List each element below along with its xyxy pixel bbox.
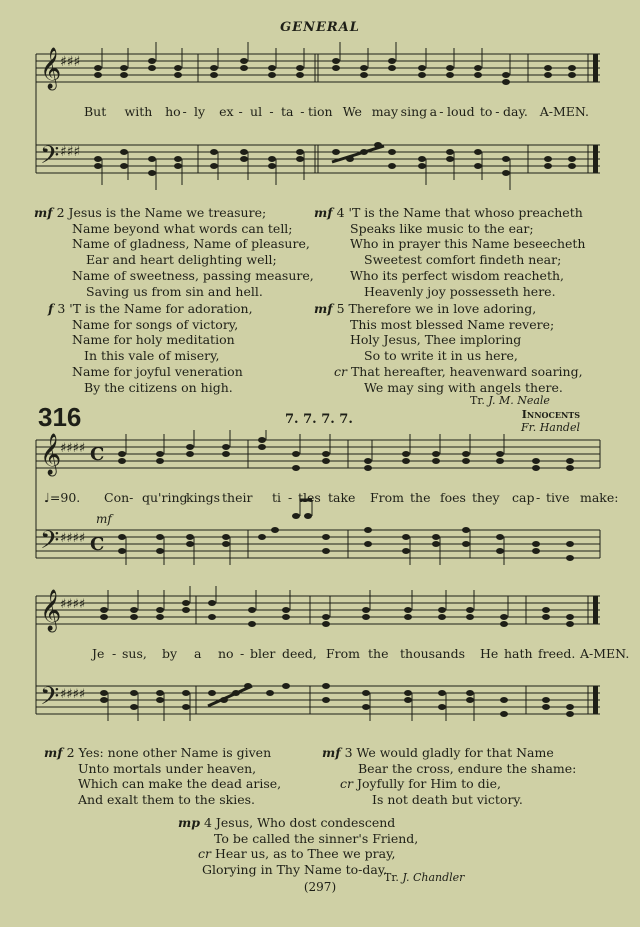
translator-credit (470, 394, 550, 407)
lyric-syllable: - (536, 490, 541, 505)
amen-label: A-MEN. (580, 646, 630, 661)
dynamic-mark: cr (340, 776, 353, 792)
amen-label: A-MEN. (539, 104, 589, 119)
verse-3-left (48, 301, 253, 395)
lyric-syllable: the (410, 490, 431, 505)
verse-line: Who its perfect wisdom reacheth, (350, 267, 564, 283)
lyric-syllable: bler (250, 646, 276, 661)
lyric-syllable: From (370, 490, 405, 505)
verse-line: 4 Jesus, Who dost condescend (203, 815, 396, 830)
verse-line: And exalt them to the skies. (78, 792, 255, 808)
svg-text:𝄢: 𝄢 (40, 682, 60, 717)
top-lyrics (84, 104, 589, 119)
verse-line: That hereafter, heavenward soaring, (350, 363, 583, 379)
verse-5-right (314, 301, 583, 395)
lyric-syllable: - (182, 104, 187, 119)
verse-line: So to write it in us here, (364, 348, 518, 364)
lyric-syllable: tion (307, 104, 333, 119)
verse-line: Sweetest comfort findeth near; (364, 252, 562, 268)
hymn316-verse-2 (44, 745, 281, 808)
dynamic-mark: mf (96, 512, 112, 526)
lyric-syllable: their (222, 490, 253, 505)
verse-line: Joyfully for Him to die, (356, 776, 501, 792)
lyric-syllable: But (84, 104, 107, 119)
lyric-syllable: - (269, 104, 274, 119)
verse-line: 5 Therefore we in love adoring, (336, 301, 537, 316)
lyric-syllable: - (240, 646, 245, 661)
svg-text:𝄞: 𝄞 (40, 434, 62, 475)
verse-line: Is not death but victory. (372, 792, 523, 808)
lyric-syllable: no (218, 646, 234, 661)
svg-text:𝄞: 𝄞 (40, 48, 62, 89)
lyric-syllable: foes (440, 490, 466, 505)
verse-line: Speaks like music to the ear; (350, 220, 534, 236)
hymn-number: 316 (38, 402, 82, 432)
lyric-syllable: - (300, 104, 305, 119)
lyric-syllable: ta (280, 104, 294, 119)
verse-line: Saving us from sin and hell. (86, 283, 263, 299)
verse-line: 3 'T is the Name for adoration, (57, 301, 253, 316)
dynamic-mark: mf (314, 301, 333, 316)
music-system-1 (0, 30, 640, 230)
svg-text:𝄢: 𝄢 (40, 526, 60, 561)
lyric-syllable: day. (503, 104, 528, 119)
verse-line: Holy Jesus, Thee imploring (350, 332, 522, 348)
dynamic-mark: f (48, 301, 54, 316)
svg-text:♯♯♯♯: ♯♯♯♯ (60, 441, 86, 456)
dynamic-mark: cr (198, 846, 211, 862)
lyric-syllable: qu'ring (142, 490, 188, 505)
verse-line: Unto mortals under heaven, (78, 760, 257, 776)
verse-line: In this vale of misery, (84, 348, 220, 364)
verse-line: Glorying in Thy Name to-day. (202, 862, 388, 878)
meter-label: 7. 7. 7. 7. (285, 412, 353, 427)
lyric-syllable: - (495, 104, 500, 119)
svg-text:♯♯♯♯: ♯♯♯♯ (60, 687, 86, 702)
lyric-syllable: thousands (400, 646, 465, 661)
credit-name: J. M. Neale (488, 394, 550, 407)
verse-line: To be called the sinner's Friend, (214, 830, 419, 846)
lyric-syllable: make: (580, 490, 619, 505)
lyric-syllable: loud (447, 104, 475, 119)
lyric-syllable: ho (165, 104, 181, 119)
lyric-syllable: ul (250, 104, 263, 119)
verse-4-right (314, 205, 585, 299)
verse-line: Name for joyful veneration (72, 363, 243, 379)
lyric-syllable: - (288, 490, 293, 505)
verse-line: Name beyond what words can tell; (72, 220, 293, 236)
lyric-syllable: tles (298, 490, 321, 505)
lyric-syllable: a (194, 646, 202, 661)
verse-line: This most blessed Name revere; (350, 316, 555, 332)
verse-line: 4 'T is the Name that whoso preacheth (336, 205, 583, 220)
lyric-syllable: a (429, 104, 438, 119)
lyric-syllable: take (328, 490, 356, 505)
verse-line: We may sing with angels there. (364, 379, 563, 395)
composer: Fr. Handel (521, 421, 580, 434)
credit-prefix: Tr. (384, 871, 399, 884)
lyric-syllable: they (472, 490, 500, 505)
svg-text:C: C (90, 444, 105, 465)
lyric-syllable: tive (546, 490, 570, 505)
lyric-syllable: freed. (538, 646, 576, 661)
lyric-syllable: - (439, 104, 444, 119)
verse-line: Which can make the dead arise, (78, 776, 282, 792)
lyric-syllable: Con- (104, 490, 134, 505)
lyric-syllable: deed, (282, 646, 317, 661)
page-header: GENERAL (280, 20, 360, 35)
lyric-syllable: From (326, 646, 361, 661)
verse-line: Name for songs of victory, (72, 316, 239, 332)
lyric-syllable: - (112, 646, 117, 661)
dynamic-mark: cr (334, 363, 347, 379)
verse-2-left (34, 205, 314, 299)
lyric-syllable: We (342, 104, 362, 119)
lyric-syllable: with (124, 104, 153, 119)
lyric-syllable: may (371, 104, 399, 119)
verse-line: Heavenly joy possesseth here. (364, 283, 556, 299)
svg-text:♯♯♯: ♯♯♯ (60, 144, 81, 160)
svg-text:♯♯♯♯: ♯♯♯♯ (60, 531, 86, 546)
tempo-marking: ♩=90. (44, 490, 81, 505)
credit-prefix: Tr. (470, 394, 485, 407)
lyric-syllable: Je (92, 646, 105, 661)
verse-line: 2 Yes: none other Name is given (66, 745, 272, 760)
verse-line: 3 We would gladly for that Name (344, 745, 554, 760)
dynamic-mark: mp (178, 815, 200, 830)
verse-line: Name of sweetness, passing measure, (72, 267, 314, 283)
lyric-syllable: ex (219, 104, 234, 119)
lyric-syllable: ly (194, 104, 206, 119)
lyric-syllable: kings (186, 490, 221, 505)
lyric-syllable: hath (504, 646, 533, 661)
verse-line: Bear the cross, endure the shame: (358, 760, 577, 776)
verse-line: Who in prayer this Name beseecheth (350, 236, 586, 252)
lyric-syllable: by (162, 646, 178, 661)
svg-text:𝄢: 𝄢 (40, 141, 60, 176)
hymn316-verse-4 (178, 815, 418, 878)
tune-name: Innocents (521, 408, 580, 421)
lyric-syllable: sus, (122, 646, 147, 661)
svg-text:♯♯♯♯: ♯♯♯♯ (60, 597, 86, 612)
hymn316-lyrics-line-2 (92, 646, 629, 661)
lyric-syllable: to (479, 104, 493, 119)
verse-line: Hear us, as to Thee we pray, (214, 846, 396, 862)
lyric-syllable: cap (512, 490, 535, 505)
lyric-syllable: - (238, 104, 243, 119)
lyric-syllable: sing (400, 104, 428, 119)
dynamic-mark: mf (322, 745, 341, 760)
dynamic-mark: mf (314, 205, 333, 220)
page-number: (297) (303, 880, 337, 894)
hymn316-lyrics-line-1 (104, 490, 619, 505)
svg-text:♯♯♯: ♯♯♯ (60, 54, 81, 70)
verse-line: 2 Jesus is the Name we treasure; (56, 205, 267, 220)
dynamic-mark: mf (34, 205, 53, 220)
credit-name: J. Chandler (402, 871, 465, 884)
verse-line: Ear and heart delighting well; (86, 252, 277, 268)
verse-line: Name of gladness, Name of pleasure, (72, 236, 310, 252)
lyric-syllable: ti (272, 490, 282, 505)
verse-line: Name for holy meditation (72, 332, 235, 348)
lyric-syllable: He (480, 646, 499, 661)
hymn316-verse-3 (322, 745, 576, 808)
svg-text:𝄞: 𝄞 (40, 590, 62, 631)
svg-text:C: C (90, 534, 105, 555)
lyric-syllable: the (368, 646, 389, 661)
dynamic-mark: mf (44, 745, 63, 760)
verse-line: By the citizens on high. (84, 379, 233, 395)
